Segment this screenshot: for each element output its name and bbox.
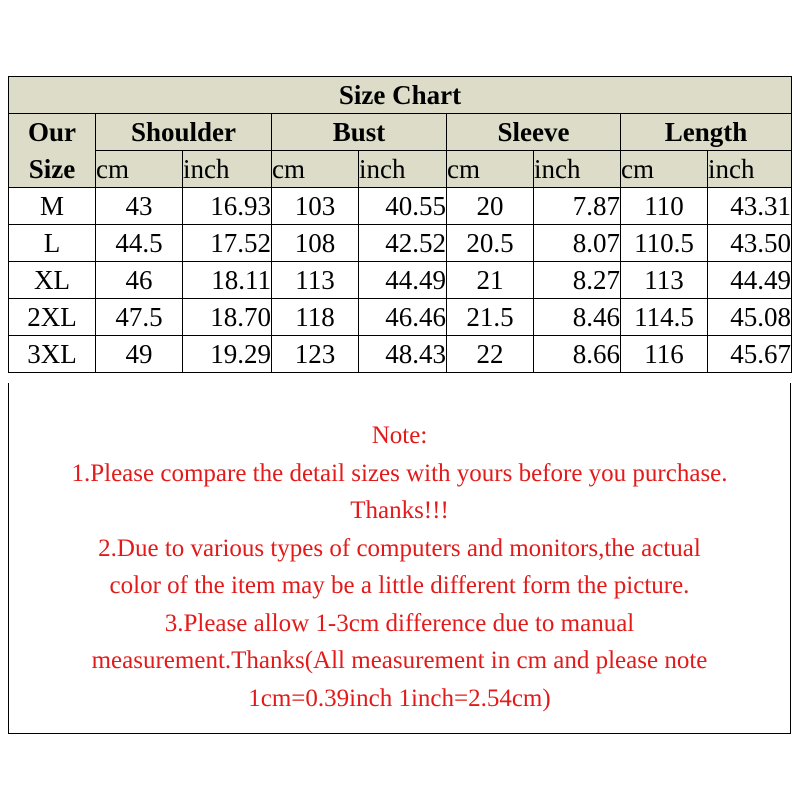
- unit-header-inch: inch: [534, 151, 621, 188]
- table-cell: 49: [96, 336, 183, 373]
- table-cell: 40.55: [359, 188, 447, 225]
- table-cell: 20.5: [447, 225, 534, 262]
- table-cell: 113: [272, 262, 359, 299]
- size-header-line-1: Our: [27, 117, 76, 148]
- group-header-sleeve: Sleeve: [447, 114, 621, 151]
- table-cell: 116: [621, 336, 708, 373]
- table-cell: 114.5: [621, 299, 708, 336]
- size-chart-table: [8, 76, 792, 373]
- table-cell: 19.29: [183, 336, 272, 373]
- table-cell: 8.27: [534, 262, 621, 299]
- size-label-cell: 2XL: [9, 299, 96, 336]
- group-header-row: [9, 114, 792, 151]
- table-cell: 45.08: [708, 299, 792, 336]
- size-label-cell: L: [9, 225, 96, 262]
- table-cell: 110: [621, 188, 708, 225]
- table-cell: 46.46: [359, 299, 447, 336]
- size-chart: [8, 76, 792, 373]
- note-text: [9, 417, 790, 717]
- table-row: [9, 225, 792, 262]
- table-row: [9, 336, 792, 373]
- group-header-bust: Bust: [272, 114, 447, 151]
- note-line: Note:: [371, 422, 428, 449]
- group-header-length: Length: [621, 114, 792, 151]
- table-cell: 44.49: [708, 262, 792, 299]
- note-box: [8, 383, 791, 734]
- group-header-shoulder: Shoulder: [96, 114, 272, 151]
- note-line: 1cm=0.39inch 1inch=2.54cm): [248, 684, 551, 712]
- note-line: measurement.Thanks(All measurement in cm and please note: [91, 647, 708, 674]
- table-cell: 47.5: [96, 299, 183, 336]
- table-cell: 43: [96, 188, 183, 225]
- table-cell: 46: [96, 262, 183, 299]
- table-cell: 44.5: [96, 225, 183, 262]
- unit-header-cm: cm: [621, 151, 708, 188]
- table-cell: 8.07: [534, 225, 621, 262]
- size-label-cell: 3XL: [9, 336, 96, 373]
- table-cell: 123: [272, 336, 359, 373]
- table-cell: 118: [272, 299, 359, 336]
- size-label-cell: M: [9, 188, 96, 225]
- table-cell: 44.49: [359, 262, 447, 299]
- table-cell: 16.93: [183, 188, 272, 225]
- size-header-line-2: Size: [28, 153, 76, 184]
- table-cell: 21.5: [447, 299, 534, 336]
- unit-header-row: [9, 151, 792, 188]
- table-cell: 17.52: [183, 225, 272, 262]
- table-cell: 8.46: [534, 299, 621, 336]
- note-line: 2.Due to various types of computers and monitors,the actual: [98, 534, 701, 562]
- unit-header-inch: inch: [708, 151, 792, 188]
- table-cell: 43.31: [708, 188, 792, 225]
- unit-header-cm: cm: [447, 151, 534, 188]
- note-line: Thanks!!!: [350, 497, 449, 524]
- table-cell: 113: [621, 262, 708, 299]
- size-label-cell: XL: [9, 262, 96, 299]
- table-row: [9, 299, 792, 336]
- table-cell: 48.43: [359, 336, 447, 373]
- table-cell: 103: [272, 188, 359, 225]
- table-cell: 108: [272, 225, 359, 262]
- table-row: [9, 262, 792, 299]
- unit-header-cm: cm: [96, 151, 183, 188]
- unit-header-inch: inch: [359, 151, 447, 188]
- unit-header-inch: inch: [183, 151, 272, 188]
- note-line: 1.Please compare the detail sizes with yours before you purchase.: [71, 459, 728, 487]
- chart-title: Size Chart: [9, 77, 792, 114]
- table-cell: 8.66: [534, 336, 621, 373]
- title-row: [9, 77, 792, 114]
- table-cell: 20: [447, 188, 534, 225]
- table-cell: 42.52: [359, 225, 447, 262]
- table-cell: 45.67: [708, 336, 792, 373]
- table-cell: 7.87: [534, 188, 621, 225]
- table-cell: 22: [447, 336, 534, 373]
- note-line: color of the item may be a little different form the picture.: [109, 572, 690, 599]
- table-cell: 110.5: [621, 225, 708, 262]
- table-row: [9, 188, 792, 225]
- table-cell: 18.11: [183, 262, 272, 299]
- size-column-header: [9, 114, 96, 188]
- table-cell: 18.70: [183, 299, 272, 336]
- unit-header-cm: cm: [272, 151, 359, 188]
- table-cell: 21: [447, 262, 534, 299]
- note-line: 3.Please allow 1-3cm difference due to manual: [164, 609, 635, 637]
- table-cell: 43.50: [708, 225, 792, 262]
